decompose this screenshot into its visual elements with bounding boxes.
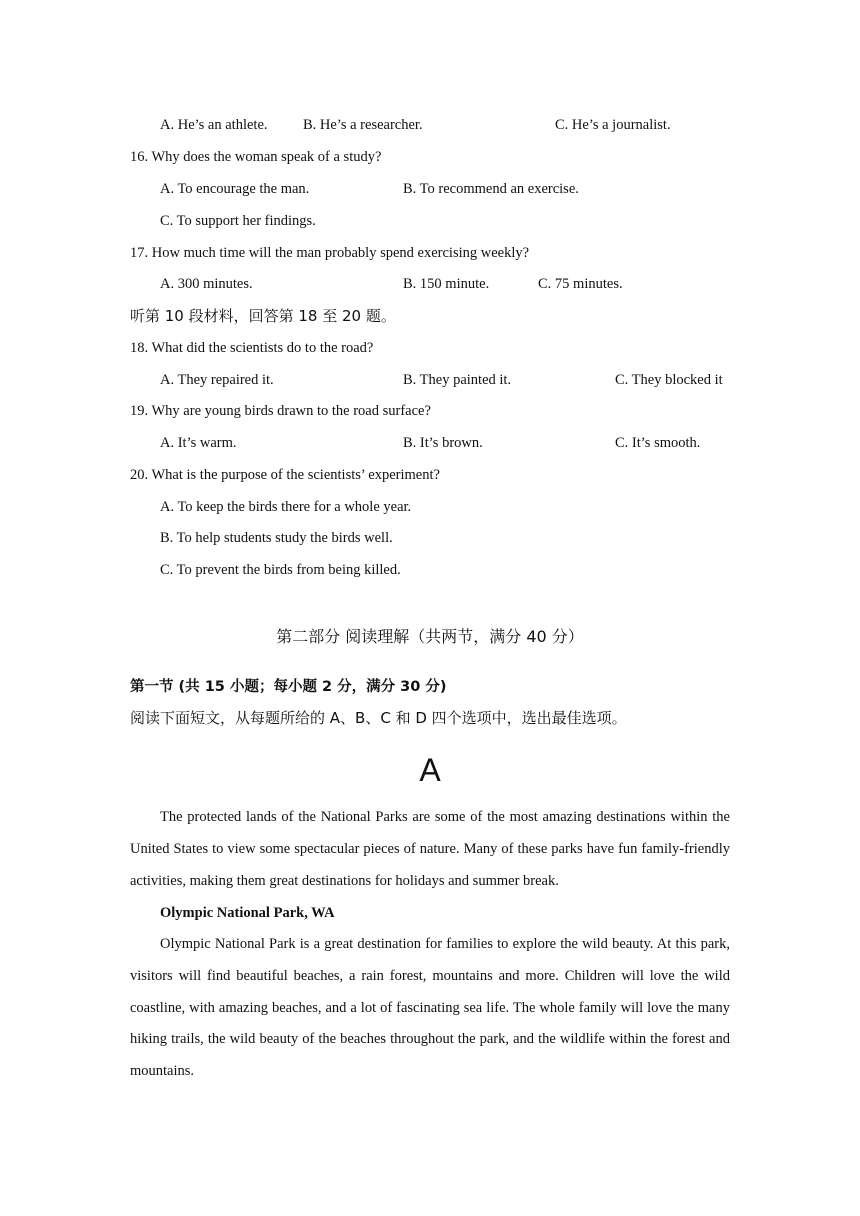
q18-question: 18. What did the scientists do to the road? — [130, 340, 374, 356]
q18-option-a: A. They repaired it. — [160, 372, 274, 388]
q18-option-b: B. They painted it. — [403, 372, 512, 388]
passage-body-paragraph: Olympic National Park is a great destination for families to explore the wild beauty. At this park, visitors will find beautiful beaches, a rain forest, mountains and more. Children will love the wild coastline, with amazing beaches, and a lot of fascinating sea life. The whole family will love the many hiking trails, the wild beauty of the beaches throughout the park, and the wildlife within the forest and mountains. — [130, 936, 730, 1080]
passage-intro-paragraph: The protected lands of the National Parks are some of the most amazing destinations within the United States to view some spectacular pieces of nature. Many of these parks have fun family-friendly activities, making them great destinations for holidays and summer break. — [130, 809, 730, 889]
q20-option-c: C. To prevent the birds from being killed. — [160, 562, 401, 578]
q15-option-b: B. He’s a researcher. — [303, 117, 423, 133]
reading-instruction: 阅读下面短文，从每题所给的 A、B、C 和 D 四个选项中，选出最佳选项。 — [130, 709, 627, 727]
q19-option-a: A. It’s warm. — [160, 435, 237, 451]
q15-option-a: A. He’s an athlete. — [160, 117, 268, 133]
q15-option-c: C. He’s a journalist. — [555, 117, 671, 133]
q17-option-a: A. 300 minutes. — [160, 276, 253, 292]
q17-question: 17. How much time will the man probably spend exercising weekly? — [130, 245, 530, 261]
passage-subheading: Olympic National Park, WA — [160, 905, 335, 921]
q17-option-c: C. 75 minutes. — [538, 276, 623, 292]
passage-letter: A — [419, 752, 441, 788]
q17-option-b: B. 150 minute. — [403, 276, 490, 292]
part2-title: 第二部分 阅读理解（共两节，满分 40 分） — [276, 627, 584, 646]
section1-title: 第一节 (共 15 小题；每小题 2 分，满分 30 分) — [130, 679, 447, 695]
q16-option-a: A. To encourage the man. — [160, 181, 310, 197]
q20-question: 20. What is the purpose of the scientists’ experiment? — [130, 467, 440, 483]
q19-option-b: B. It’s brown. — [403, 435, 483, 451]
q18-option-c: C. They blocked it — [615, 372, 723, 388]
q16-option-b: B. To recommend an exercise. — [403, 181, 579, 197]
q20-option-b: B. To help students study the birds well. — [160, 530, 393, 546]
q19-option-c: C. It’s smooth. — [615, 435, 701, 451]
q16-option-c: C. To support her findings. — [160, 213, 316, 229]
q16-question: 16. Why does the woman speak of a study? — [130, 149, 382, 165]
listening-instruction: 听第 10 段材料，回答第 18 至 20 题。 — [130, 307, 396, 325]
q19-question: 19. Why are young birds drawn to the road surface? — [130, 403, 431, 419]
q20-option-a: A. To keep the birds there for a whole year. — [160, 499, 412, 515]
